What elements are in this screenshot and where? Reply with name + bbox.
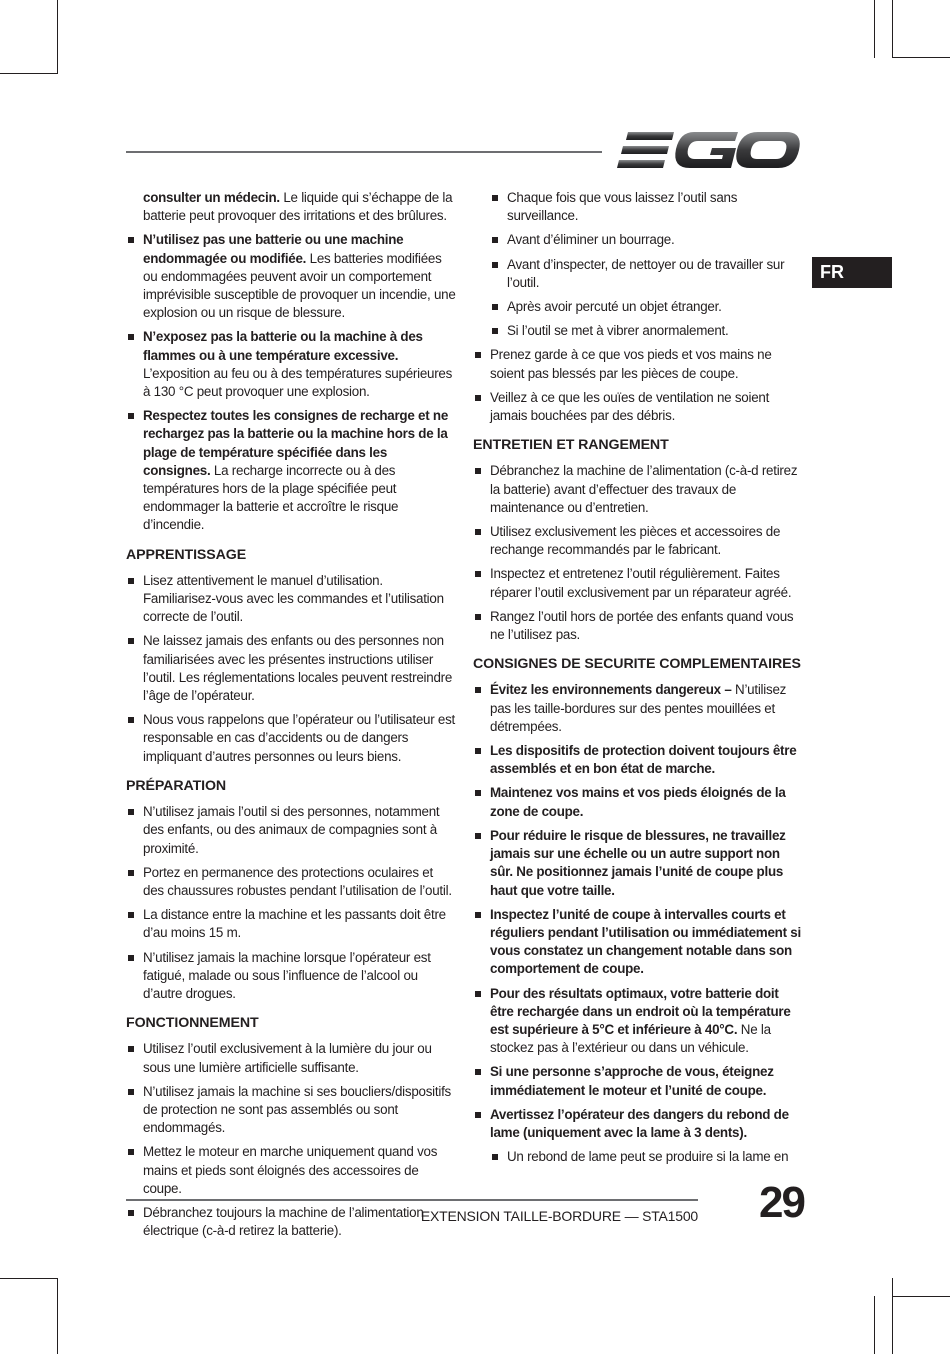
list-item: Si une personne s’approche de vous, éteignez immédiatement le moteur et l’unité de coupe. [473,1063,805,1099]
footer-rule [126,1199,698,1201]
section-heading-preparation: PRÉPARATION [126,777,227,794]
list-item: Pour réduire le risque de blessures, ne travaillez jamais sur une échelle ou un autre support non sûr. Ne positionnez jamais l’unité de coupe plus haut que votre taille. [473,827,805,900]
list-item: Inspectez et entretenez l’outil régulièrement. Faites réparer l’outil exclusivement par un réparateur agréé. [473,565,805,601]
preparation-list [126,803,456,1003]
list-item: Maintenez vos mains et vos pieds éloignés de la zone de coupe. [473,784,805,820]
list-item: Débranchez la machine de l’alimentation (c-à-d retirez la batterie) avant d’effectuer des travaux de maintenance ou d’entretien. [473,462,805,517]
crop-mark [874,1296,875,1354]
section-heading-entretien: ENTRETIEN ET RANGEMENT [473,437,669,454]
language-tab: FR [812,257,892,288]
section-heading-apprentissage: APPRENTISSAGE [126,546,247,563]
list-item: N’utilisez jamais l’outil si des personnes, notamment des enfants, ou des animaux de compagnies sont à proximité. [126,803,456,858]
list-item: Rangez l’outil hors de portée des enfants quand vous ne l’utilisez pas. [473,608,805,644]
list-item: La distance entre la machine et les passants doit être d’au moins 15 m. [126,906,456,942]
list-item: Un rebond de lame peut se produire si la lame en [490,1148,805,1166]
crop-mark [57,0,58,74]
crop-mark [892,57,950,58]
list-item: Avertissez l’opérateur des dangers du rebond de lame (uniquement avec la lame à 3 dents). [473,1106,805,1142]
list-item: Portez en permanence des protections oculaires et des chaussures robustes pendant l’utilisation de l’outil. [126,864,456,900]
list-item: Avant d’éliminer un bourrage. [490,231,805,249]
list-item: Lisez attentivement le manuel d’utilisation. Familiarisez-vous avec les commandes et l’utilisation correcte de l’outil. [126,572,456,627]
header-rule [126,151,602,153]
intro-paragraph [126,189,456,225]
list-item: Utilisez l’outil exclusivement à la lumière du jour ou sous une lumière artificielle suffisante. [126,1040,456,1076]
list-item: Prenez garde à ce que vos pieds et vos mains ne soient pas blessés par les pièces de coupe. [473,346,805,382]
crop-mark [892,0,893,58]
list-item: N’exposez pas la batterie ou la machine à des flammes ou à une température excessive. L’exposition au feu ou à des températures supérieures à 130 °C peut provoquer une explosion. [126,328,456,401]
right-column [473,189,805,1172]
list-item: Utilisez exclusivement les pièces et accessoires de rechange recommandés par le fabricant. [473,523,805,559]
sub-list [473,189,805,340]
list-item: Mettez le moteur en marche uniquement quand vos mains et pieds sont éloignés des accessoires de coupe. [126,1143,456,1198]
left-column [126,189,456,1246]
footer-title: EXTENSION TAILLE-BORDURE — STA1500 [420,1208,698,1224]
crop-mark [874,0,875,58]
list-item: Veillez à ce que les ouïes de ventilation ne soient jamais bouchées par des débris. [473,389,805,425]
section-heading-fonctionnement: FONCTIONNEMENT [126,1015,259,1032]
entretien-list [473,462,805,644]
list-item: Pour des résultats optimaux, votre batterie doit être rechargée dans un endroit où la température est supérieure à 5°C et inférieure à 40°C. Ne la stockez pas à l’extérieur ou dans un véhicule. [473,985,805,1058]
list-item: Les dispositifs de protection doivent toujours être assemblés et en bon état de marche. [473,742,805,778]
general-list [473,346,805,425]
consignes-list [473,681,805,1142]
list-item: Après avoir percuté un objet étranger. [490,298,805,316]
page-number: 29 [759,1178,804,1227]
battery-list [126,231,456,534]
list-item: N’utilisez jamais la machine si ses boucliers/dispositifs de protection ne sont pas assemblés ou sont endommagés. [126,1083,456,1138]
ego-logo [616,129,800,171]
crop-mark [0,1278,58,1279]
section-heading-consignes: CONSIGNES DE SECURITE COMPLEMENTAIRES [473,656,801,673]
crop-mark [0,73,58,74]
list-item: Respectez toutes les consignes de recharge et ne rechargez pas la batterie ou la machine hors de la plage de température spécifiée dans les consignes. La recharge incorrecte ou à des températures hors de la plage spécifiée peut endommager la batterie et accroître le risque d’incendie. [126,407,456,534]
list-item: Ne laissez jamais des enfants ou des personnes non familiarisées avec les présentes instructions utiliser l’outil. Les réglementations locales peuvent restreindre l’âge de l’opérateur. [126,632,456,705]
intro-bold: consulter un médecin. [143,190,280,205]
list-item: Évitez les environnements dangereux – N’utilisez pas les taille-bordures sur des pentes mouillées et détrempées. [473,681,805,736]
crop-mark [892,1296,950,1297]
apprentissage-list [126,572,456,766]
intro-text: Le liquide qui s’échappe de la batterie peut provoquer des irritations et des brûlures. [143,190,453,224]
list-item: Avant d’inspecter, de nettoyer ou de travailler sur l’outil. [490,256,805,292]
crop-mark [57,1278,58,1354]
list-item: Inspectez l’unité de coupe à intervalles courts et réguliers pendant l’utilisation ou immédiatement si vous constatez un changement notable dans son comportement de coupe. [473,906,805,979]
list-item: Débranchez toujours la machine de l’alimentation électrique (c-à-d retirez la batterie). [126,1204,456,1240]
list-item: Nous vous rappelons que l’opérateur ou l’utilisateur est responsable en cas d’accidents ou de dangers impliquant d’autres personnes ou leurs biens. [126,711,456,766]
list-item: Chaque fois que vous laissez l’outil sans surveillance. [490,189,805,225]
crop-mark [892,1278,893,1354]
list-item: Si l’outil se met à vibrer anormalement. [490,322,805,340]
final-sub-list [473,1148,805,1166]
list-item: N’utilisez jamais la machine lorsque l’opérateur est fatigué, malade ou sous l’influence de l’alcool ou d’autre drogues. [126,949,456,1004]
list-item: N’utilisez pas une batterie ou une machine endommagée ou modifiée. Les batteries modifiées ou endommagées peuvent avoir un comportement imprévisible susceptible de provoquer un incendie, une explosion ou un risque de blessure. [126,231,456,322]
